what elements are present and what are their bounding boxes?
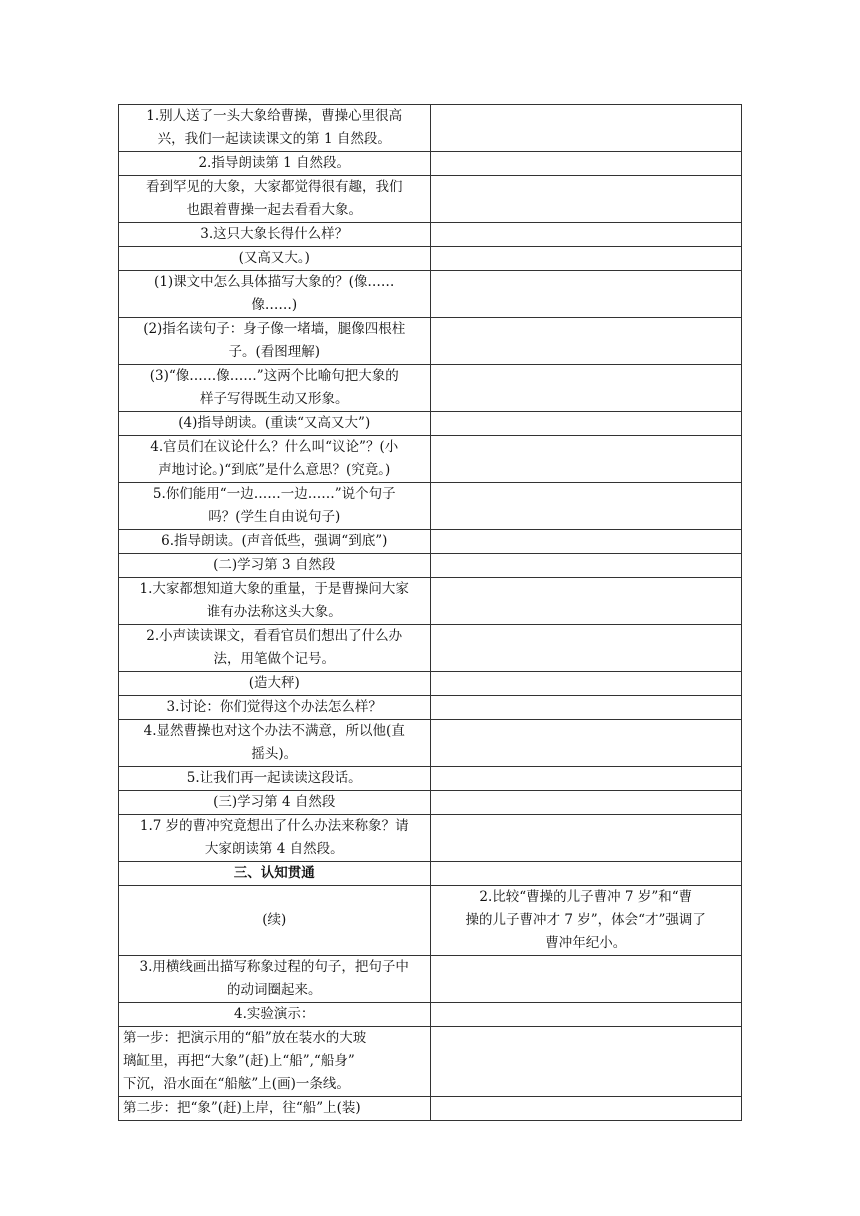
activity-text-line: 样子写得既生动又形象。: [200, 391, 349, 407]
activity-text-line: 子。(看图理解): [228, 344, 321, 360]
lesson-plan-table: [118, 104, 742, 1121]
activity-text-line: 4.官员们在议论什么？什么叫“议论”？(小: [150, 439, 399, 455]
table-row: [119, 815, 742, 862]
table-row: [119, 412, 742, 436]
table-row: [119, 1003, 742, 1027]
activity-text-line: 像……): [251, 297, 298, 313]
notes-cell: [430, 1027, 742, 1097]
notes-cell: [430, 578, 742, 625]
activity-cell: [119, 247, 431, 271]
activity-cell: [119, 318, 431, 365]
table-row: [119, 956, 742, 1003]
notes-cell: [430, 767, 742, 791]
notes-text-line: 操的儿子曹冲才 7 岁”，体会“才”强调了: [465, 912, 706, 928]
activity-cell: [119, 412, 431, 436]
table-row: [119, 554, 742, 578]
table-row: [119, 152, 742, 176]
notes-cell: [430, 271, 742, 318]
table-row: [119, 696, 742, 720]
activity-cell: [119, 271, 431, 318]
table-row: [119, 105, 742, 152]
activity-text-line: (又高又大。): [238, 250, 310, 266]
notes-cell: [430, 223, 742, 247]
notes-cell: [430, 105, 742, 152]
notes-cell: [430, 1003, 742, 1027]
activity-text-line: 大家朗读第 4 自然段。: [204, 841, 344, 857]
activity-text-line: 5.让我们再一起读读这段话。: [186, 770, 362, 786]
activity-text-line: (4)指导朗读。(重读“又高又大”): [178, 415, 371, 431]
activity-text-line: 看到罕见的大象，大家都觉得很有趣，我们: [146, 179, 403, 195]
activity-cell: [119, 152, 431, 176]
notes-cell: [430, 862, 742, 886]
activity-text-line: 第一步：把演示用的“船”放在装水的大玻: [123, 1030, 367, 1046]
activity-cell: [119, 720, 431, 767]
activity-cell: [119, 956, 431, 1003]
notes-cell: [430, 483, 742, 530]
activity-text-line: (1)课文中怎么具体描写大象的？(像……: [154, 274, 395, 290]
activity-text-line: 1.7 岁的曹冲究竟想出了什么办法来称象？请: [139, 818, 409, 834]
table-row: [119, 271, 742, 318]
notes-text-line: 2.比较“曹操的儿子曹冲 7 岁”和“曹: [479, 889, 693, 905]
table-row: [119, 767, 742, 791]
activity-cell: [119, 1097, 431, 1121]
activity-cell: [119, 223, 431, 247]
activity-text-line: 吗？(学生自由说句子): [208, 509, 341, 525]
table-row: [119, 672, 742, 696]
notes-cell: [430, 247, 742, 271]
activity-cell: [119, 1027, 431, 1097]
activity-cell: [119, 767, 431, 791]
notes-cell: [430, 625, 742, 672]
activity-text-line: (续): [262, 912, 287, 928]
activity-text-line: 第二步：把“象”(赶)上岸，往“船”上(装): [123, 1100, 361, 1116]
table-row: [119, 625, 742, 672]
activity-text-line: 兴，我们一起读读课文的第 1 自然段。: [157, 131, 391, 147]
activity-cell: [119, 1003, 431, 1027]
activity-cell: [119, 578, 431, 625]
activity-cell: [119, 483, 431, 530]
activity-text-line: 法，用笔做个记号。: [213, 651, 335, 667]
table-row: [119, 365, 742, 412]
activity-text-line: (二)学习第 3 自然段: [213, 557, 336, 573]
notes-cell: [430, 815, 742, 862]
section-heading-cell: [119, 862, 431, 886]
activity-text-line: 6.指导朗读。(声音低些，强调“到底”): [161, 533, 388, 549]
activity-text-line: 也跟着曹操一起去看看大象。: [186, 202, 362, 218]
activity-text-line: 3.用横线画出描写称象过程的句子，把句子中: [139, 959, 409, 975]
notes-cell: [430, 530, 742, 554]
notes-cell: [430, 318, 742, 365]
notes-cell: [430, 1097, 742, 1121]
activity-cell: [119, 696, 431, 720]
table-row: [119, 483, 742, 530]
activity-text-line: (2)指名读句子：身子像一堵墙，腿像四根柱: [143, 321, 406, 337]
table-row: [119, 436, 742, 483]
table-row: [119, 1097, 742, 1121]
activity-text-line: (造大秤): [248, 675, 300, 691]
activity-text-line: 5.你们能用“一边……一边……”说个句子: [152, 486, 396, 502]
table-row: [119, 886, 742, 956]
activity-text-line: 3.讨论：你们觉得这个办法怎么样？: [166, 699, 382, 715]
notes-cell: [430, 365, 742, 412]
activity-text-line: 4.实验演示：: [234, 1006, 315, 1022]
activity-text-line: 2.指导朗读第 1 自然段。: [198, 155, 351, 171]
activity-text-line: 的动词圈起来。: [227, 982, 322, 998]
notes-cell: [430, 152, 742, 176]
activity-cell: [119, 530, 431, 554]
activity-cell: [119, 436, 431, 483]
table-row: [119, 720, 742, 767]
notes-cell: [430, 956, 742, 1003]
activity-text-line: 谁有办法称这头大象。: [206, 604, 342, 620]
activity-text-line: 三、认知贯通: [233, 865, 315, 881]
activity-text-line: (三)学习第 4 自然段: [213, 794, 336, 810]
table-row: [119, 791, 742, 815]
table-row: [119, 578, 742, 625]
activity-text-line: 声地讨论。)“到底”是什么意思？(究竟。): [158, 462, 391, 478]
table-row: [119, 223, 742, 247]
table-body: [119, 105, 742, 1121]
activity-text-line: 2.小声读读课文，看看官员们想出了什么办: [146, 628, 403, 644]
activity-cell: [119, 791, 431, 815]
activity-text-line: 摇头)。: [251, 746, 298, 762]
activity-cell: [119, 886, 431, 956]
table-row: [119, 1027, 742, 1097]
notes-cell: [430, 672, 742, 696]
notes-cell: [430, 554, 742, 578]
activity-cell: [119, 815, 431, 862]
activity-text-line: 1.大家都想知道大象的重量，于是曹操问大家: [139, 581, 409, 597]
activity-cell: [119, 554, 431, 578]
notes-cell: [430, 720, 742, 767]
activity-text-line: 下沉，沿水面在“船舷”上(画)一条线。: [123, 1076, 350, 1092]
activity-text-line: (3)“像……像……”这两个比喻句把大象的: [149, 368, 399, 384]
notes-cell: [430, 791, 742, 815]
table-row: [119, 318, 742, 365]
activity-text-line: 1.别人送了一头大象给曹操，曹操心里很高: [146, 108, 403, 124]
activity-text-line: 4.显然曹操也对这个办法不满意，所以他(直: [143, 723, 405, 739]
activity-cell: [119, 176, 431, 223]
table-row: [119, 176, 742, 223]
notes-cell: [430, 412, 742, 436]
activity-text-line: 3.这只大象长得什么样？: [200, 226, 349, 242]
activity-cell: [119, 672, 431, 696]
notes-cell: [430, 886, 742, 956]
activity-cell: [119, 625, 431, 672]
notes-cell: [430, 436, 742, 483]
notes-cell: [430, 176, 742, 223]
table-row: [119, 530, 742, 554]
notes-text-line: 曹冲年纪小。: [545, 935, 627, 951]
activity-cell: [119, 365, 431, 412]
notes-cell: [430, 696, 742, 720]
activity-text-line: 璃缸里，再把“大象”(赶)上“船”,“船身”: [123, 1053, 355, 1069]
table-row: [119, 247, 742, 271]
activity-cell: [119, 105, 431, 152]
table-row: [119, 862, 742, 886]
